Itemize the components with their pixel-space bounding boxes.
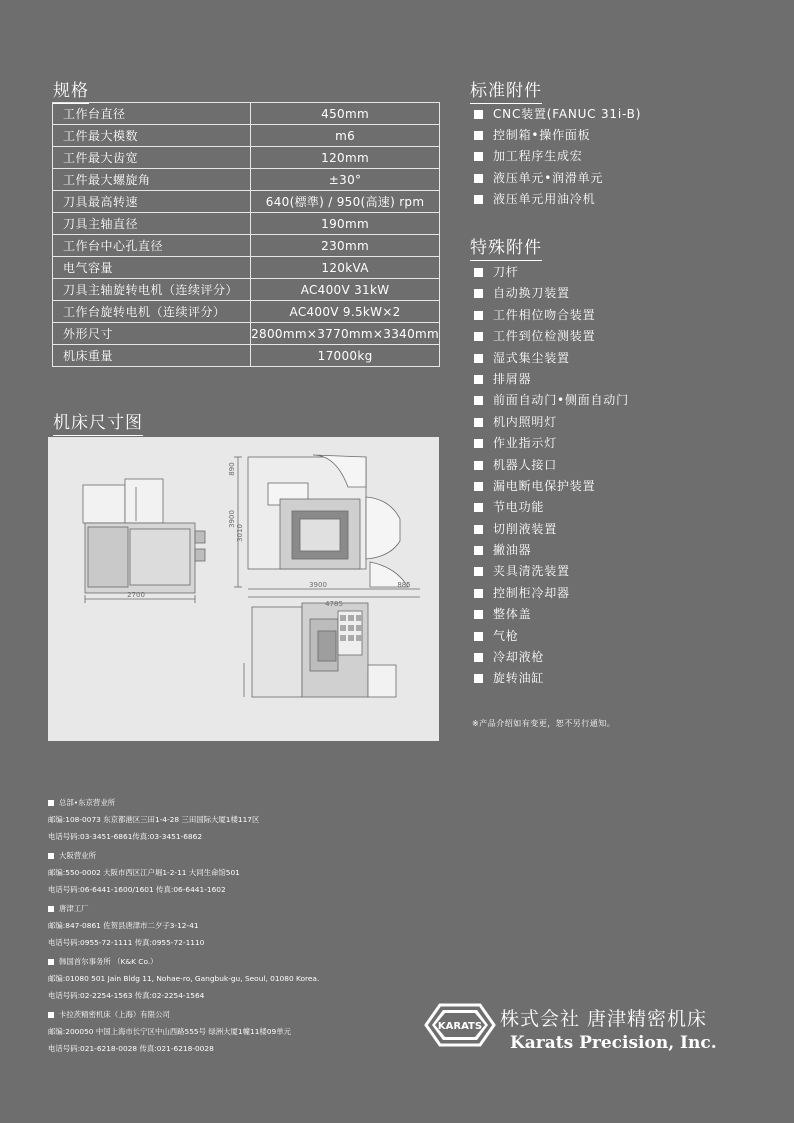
spec-row <box>53 103 440 125</box>
office-name: 总部•东京营业所 <box>59 798 116 807</box>
special-item: 机内照明灯 <box>472 412 629 433</box>
spec-row <box>53 169 440 191</box>
special-item: 工件相位吻合装置 <box>472 305 629 326</box>
standard-list <box>472 104 641 210</box>
spec-value: 640(標準) / 950(高速) rpm <box>251 191 440 213</box>
special-list <box>472 262 629 690</box>
spec-value: AC400V 31kW <box>251 279 440 301</box>
dim-d3: 4785 <box>325 600 343 608</box>
front-view-left <box>252 607 302 697</box>
spec-value: 17000kg <box>251 345 440 367</box>
standard-item: 加工程序生成宏 <box>472 146 641 167</box>
office-phone: 电话号码:03-3451-6861传真:03-3451-6862 <box>48 832 203 841</box>
dim-d1: 3900 <box>309 581 327 589</box>
standard-section <box>470 76 542 104</box>
special-item: 整体盖 <box>472 604 629 625</box>
office-address: 邮编:847-0861 佐贺县唐津市二夕子3-12-41 <box>48 921 199 930</box>
spec-row <box>53 301 440 323</box>
spec-label: 刀具主轴旋转电机（连续评分） <box>53 279 251 301</box>
special-item: 节电功能 <box>472 497 629 518</box>
spec-label: 工作台旋转电机（连续评分） <box>53 301 251 323</box>
spec-label: 刀具主轴直径 <box>53 213 251 235</box>
special-item: 漏电断电保护装置 <box>472 476 629 497</box>
special-item: 作业指示灯 <box>472 433 629 454</box>
office-phone: 电话号码:0955-72-1111 传真:0955-72-1110 <box>48 938 205 947</box>
spec-row <box>53 125 440 147</box>
spec-row <box>53 213 440 235</box>
office-block <box>48 851 240 894</box>
dim-w1: 2700 <box>127 591 145 599</box>
spec-label: 工作台直径 <box>53 103 251 125</box>
office-block <box>48 904 204 947</box>
side-view-cabinet <box>83 485 125 523</box>
bullet-icon <box>48 959 54 965</box>
drawing-title: 机床尺寸图 <box>53 408 143 436</box>
special-item: 气枪 <box>472 626 629 647</box>
office-name: 卡拉茨精密机床（上海）有限公司 <box>59 1010 170 1019</box>
spec-row <box>53 191 440 213</box>
spec-value: 190mm <box>251 213 440 235</box>
spec-value: AC400V 9.5kW×2 <box>251 301 440 323</box>
spec-label: 刀具最高转速 <box>53 191 251 213</box>
spec-label: 外形尺寸 <box>53 323 251 345</box>
drawing-section <box>53 408 143 436</box>
office-address: 邮编:550-0002 大阪市西区江户堀1-2-11 大同生命馆501 <box>48 868 240 877</box>
special-item: 切削液装置 <box>472 519 629 540</box>
spec-row <box>53 345 440 367</box>
office-title <box>48 798 259 807</box>
special-item: 夹具清洗装置 <box>472 561 629 582</box>
special-item: 自动换刀装置 <box>472 283 629 304</box>
spec-label: 工件最大螺旋角 <box>53 169 251 191</box>
office-name: 大阪营业所 <box>59 851 96 860</box>
bullet-icon <box>48 853 54 859</box>
spec-value: 120mm <box>251 147 440 169</box>
office-phone: 电话号码:06-6441-1600/1601 传真:06-6441-1602 <box>48 885 226 894</box>
special-item: 工件到位检测装置 <box>472 326 629 347</box>
office-title <box>48 1010 291 1019</box>
special-item: 旋转油缸 <box>472 668 629 689</box>
spec-label: 机床重量 <box>53 345 251 367</box>
spec-value: 450mm <box>251 103 440 125</box>
spec-row <box>53 323 440 345</box>
spec-label: 电气容量 <box>53 257 251 279</box>
spec-row <box>53 257 440 279</box>
office-title <box>48 851 240 860</box>
spec-label: 工件最大齿宽 <box>53 147 251 169</box>
notice-text: ※产品介绍如有变更，恕不另行通知。 <box>472 719 616 728</box>
machine-drawing-svg <box>48 437 439 741</box>
office-title <box>48 904 204 913</box>
standard-item: 液压单元用油冷机 <box>472 189 641 210</box>
karats-badge-icon <box>424 1003 496 1047</box>
spec-value: m6 <box>251 125 440 147</box>
special-item: 机器人接口 <box>472 455 629 476</box>
office-address: 邮编:200050 中国上海市长宁区中山西路555号 绿洲大厦1幢11楼09单元 <box>48 1027 292 1036</box>
dim-d2: 885 <box>397 581 411 589</box>
dimension-drawing <box>48 437 439 741</box>
special-item: 冷却液枪 <box>472 647 629 668</box>
office-phone: 电话号码:021-6218-0028 传真:021-6218-0028 <box>48 1044 214 1053</box>
spec-row <box>53 147 440 169</box>
spec-row <box>53 279 440 301</box>
office-block <box>48 1010 291 1053</box>
dim-h-total: 3900 <box>228 510 236 528</box>
spec-title: 规格 <box>53 76 89 104</box>
standard-item: 液压单元•润滑单元 <box>472 168 641 189</box>
spec-label: 工件最大模数 <box>53 125 251 147</box>
logo-jp: 株式会社 唐津精密机床 <box>500 1008 708 1030</box>
special-item: 撇油器 <box>472 540 629 561</box>
special-item: 前面自动门•侧面自动门 <box>472 390 629 411</box>
office-address: 邮编:01080 501 Jain Bldg 11, Nohae-ro, Gangbuk-gu, Seoul, 01080 Korea. <box>48 974 320 983</box>
special-item: 湿式集尘装置 <box>472 348 629 369</box>
standard-item: CNC装置(FANUC 31i-B) <box>472 104 641 125</box>
spec-value: ±30° <box>251 169 440 191</box>
office-block <box>48 957 319 1000</box>
spec-value: 120kVA <box>251 257 440 279</box>
office-address: 邮编:108-0073 东京都港区三田1-4-28 三田国际大厦1楼117区 <box>48 815 260 824</box>
karats-logo <box>424 1003 496 1047</box>
office-title <box>48 957 319 966</box>
logo-badge-text: KARATS <box>437 1021 483 1032</box>
office-name: 唐津工厂 <box>59 904 89 913</box>
spec-value: 230mm <box>251 235 440 257</box>
special-section <box>470 233 542 261</box>
standard-title: 标准附件 <box>470 76 542 104</box>
bullet-icon <box>48 800 54 806</box>
dim-top: 890 <box>228 462 236 476</box>
office-name: 韩国首尔事务所 （K&K Co.） <box>59 957 158 966</box>
bullet-icon <box>48 1012 54 1018</box>
special-item: 刀杆 <box>472 262 629 283</box>
special-title: 特殊附件 <box>470 233 542 261</box>
office-phone: 电话号码:02-2254-1563 传真:02-2254-1564 <box>48 991 205 1000</box>
special-item: 排屑器 <box>472 369 629 390</box>
spec-label: 工作台中心孔直径 <box>53 235 251 257</box>
bullet-icon <box>48 906 54 912</box>
office-block <box>48 798 259 841</box>
dim-h-body: 3010 <box>236 524 244 542</box>
spec-section <box>53 76 89 104</box>
special-item: 控制柜冷却器 <box>472 583 629 604</box>
spec-row <box>53 235 440 257</box>
logo-en: Karats Precision, Inc. <box>510 1033 717 1053</box>
standard-item: 控制箱•操作面板 <box>472 125 641 146</box>
spec-value: 2800mm×3770mm×3340mm <box>251 323 440 345</box>
spec-table <box>52 102 440 367</box>
